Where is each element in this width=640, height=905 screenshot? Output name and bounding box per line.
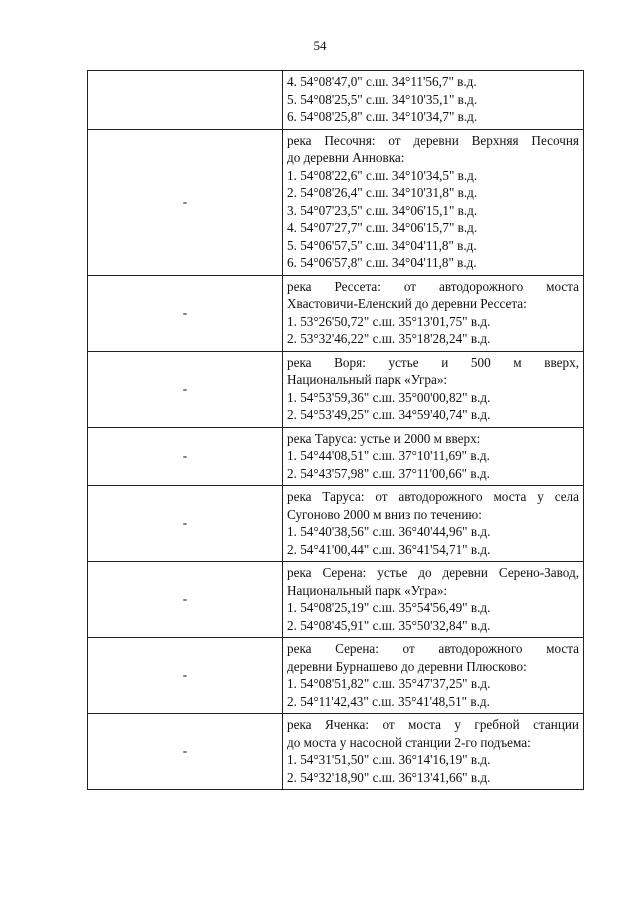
row-marker: - [182, 667, 188, 683]
marker-cell [88, 714, 283, 790]
coordinate-line: 2. 54°53'49,25" с.ш. 34°59'40,74" в.д. [287, 407, 491, 422]
description-cell [283, 638, 584, 714]
table-row [88, 562, 584, 638]
table-row [88, 351, 584, 427]
row-marker: - [182, 380, 188, 396]
river-heading-line: деревни Бурнашево до деревни Плюсково: [287, 658, 527, 674]
coordinate-line: 2. 54°08'26,4" с.ш. 34°10'31,8" в.д. [287, 185, 478, 200]
coordinate-line: 2. 54°08'45,91" с.ш. 35°50'32,84" в.д. [287, 617, 491, 633]
description-cell [283, 486, 584, 562]
coordinate-line: 5. 54°06'57,5" с.ш. 34°04'11,8" в.д. [287, 237, 477, 253]
river-heading-line: река Серена: устье до деревни Серено-Завод, [287, 565, 579, 580]
coordinate-line: 1. 54°53'59,36" с.ш. 35°00'00,82" в.д. [287, 389, 491, 405]
description-cell [283, 351, 584, 427]
table-row [88, 714, 584, 790]
river-heading-line: река Песочня: от деревни Верхняя Песочня [287, 132, 579, 148]
coordinate-line: 1. 53°26'50,72" с.ш. 35°13'01,75" в.д. [287, 313, 491, 329]
coordinate-line: 6. 54°08'25,8" с.ш. 34°10'34,7" в.д. [287, 109, 478, 124]
coordinate-line: 4. 54°08'47,0" с.ш. 34°11'56,7" в.д. [287, 74, 477, 89]
river-heading-line: до моста у насосной станции 2-го подъема: [287, 734, 531, 750]
river-heading-line: Сугоново 2000 м вниз по течению: [287, 506, 482, 522]
marker-cell [88, 129, 283, 275]
row-marker: - [182, 591, 188, 607]
description-cell [283, 714, 584, 790]
row-marker: - [182, 743, 188, 759]
marker-cell [88, 638, 283, 714]
page-number: 54 [313, 38, 327, 53]
river-heading-line: река Таруса: устье и 2000 м вверх: [287, 430, 481, 446]
marker-cell [88, 71, 283, 130]
description-cell [283, 275, 584, 351]
river-heading-line: Хвастовичи-Еленский до деревни Рессета: [287, 296, 527, 311]
table-row [88, 71, 584, 130]
river-heading-line: река Серена: от автодорожного моста [287, 641, 579, 656]
row-marker: - [182, 193, 188, 209]
coordinate-line: 1. 54°44'08,51" с.ш. 37°10'11,69" в.д. [287, 448, 490, 463]
marker-cell [88, 486, 283, 562]
row-marker: - [182, 448, 188, 463]
description-cell [283, 427, 584, 486]
coordinate-line: 4. 54°07'27,7" с.ш. 34°06'15,7" в.д. [287, 220, 478, 235]
coordinate-line: 2. 54°11'42,43" с.ш. 35°41'48,51" в.д. [287, 693, 490, 709]
coordinate-line: 6. 54°06'57,8" с.ш. 34°04'11,8" в.д. [287, 255, 477, 270]
coordinate-line: 1. 54°31'51,50" с.ш. 36°14'16,19" в.д. [287, 752, 491, 767]
coordinate-line: 1. 54°08'25,19" с.ш. 35°54'56,49" в.д. [287, 600, 491, 615]
river-heading-line: река Яченка: от моста у гребной станции [287, 717, 579, 732]
coordinate-line: 3. 54°07'23,5" с.ш. 34°06'15,1" в.д. [287, 202, 478, 218]
marker-cell [88, 275, 283, 351]
marker-cell [88, 427, 283, 486]
marker-cell [88, 351, 283, 427]
coordinate-line: 2. 54°43'57,98" с.ш. 37°11'00,66" в.д. [287, 465, 490, 481]
river-heading-line: река Рессета: от автодорожного моста [287, 278, 579, 294]
river-heading-line: Национальный парк «Угра»: [287, 372, 448, 387]
marker-cell [88, 562, 283, 638]
river-heading-line: до деревни Анновка: [287, 150, 405, 165]
coordinate-line: 5. 54°08'25,5" с.ш. 34°10'35,1" в.д. [287, 91, 478, 107]
coordinate-line: 1. 54°40'38,56" с.ш. 36°40'44,96" в.д. [287, 524, 491, 539]
table-row [88, 427, 584, 486]
table-body [88, 71, 584, 790]
table-row [88, 129, 584, 275]
coordinate-line: 2. 53°32'46,22" с.ш. 35°18'28,24" в.д. [287, 331, 491, 346]
river-heading-line: река Воря: устье и 500 м вверх, [287, 354, 579, 370]
river-heading-line: река Таруса: от автодорожного моста у села [287, 489, 579, 504]
table-row [88, 486, 584, 562]
table-row [88, 638, 584, 714]
row-marker: - [182, 304, 188, 320]
coordinate-line: 2. 54°32'18,90" с.ш. 36°13'41,66" в.д. [287, 769, 491, 785]
description-cell [283, 71, 584, 130]
description-cell [283, 129, 584, 275]
description-cell [283, 562, 584, 638]
river-heading-line: Национальный парк «Угра»: [287, 582, 448, 598]
coordinate-line: 1. 54°08'22,6" с.ш. 34°10'34,5" в.д. [287, 167, 478, 183]
table-row [88, 275, 584, 351]
row-marker: - [182, 515, 188, 531]
coordinates-table [87, 70, 584, 790]
coordinate-line: 2. 54°41'00,44" с.ш. 36°41'54,71" в.д. [287, 541, 491, 557]
coordinate-line: 1. 54°08'51,82" с.ш. 35°47'37,25" в.д. [287, 676, 491, 691]
